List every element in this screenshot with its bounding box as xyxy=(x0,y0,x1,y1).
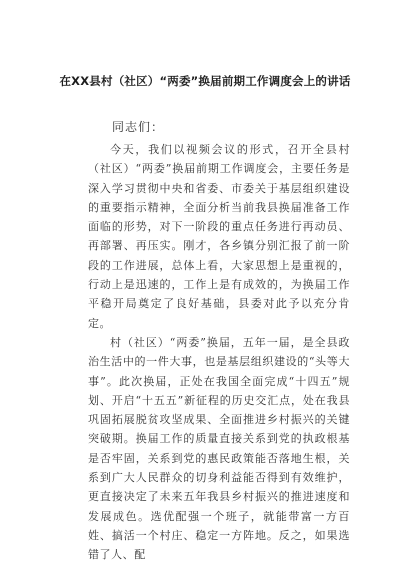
body-paragraph: 今天，我们以视频会议的形式，召开全县村（社区）“两委”换届前期工作调度会，主要任务是深入学习贯彻中央和省委、市委关于基层组织建设的重要指示精神，全面分析当前我县换届准备工作面临的形势，对下一阶段的重点任务进行再动员、再部署、再压实。刚才，各乡镇分别汇报了前一阶段的工作进展，总体上看，大家思想上是重视的，行动上是迅速的，工作上是有成效的，为换届工作平稳开局奠定了良好基础，县委对此予以充分肯定。 xyxy=(88,143,350,330)
document-title: 在XX县村（社区）“两委”换届前期工作调度会上的讲话 xyxy=(59,74,351,88)
salutation: 同志们： xyxy=(112,120,165,134)
body-paragraph: 村（社区）“两委”换届，五年一届，是全县政治生活中的一件大事，也是基层组织建设的“头等大事”。此次换届，正处在我国全面完成“十四五”规划、开启“十五五”新征程的历史交汇点，处在我县巩固拓展脱贫攻坚成果、全面推进乡村振兴的关键突破期。换届工作的质量直接关系到党的执政根基是否牢固，关系到党的惠民政策能否落地生根，关系到广大人民群众的切身利益能否得到有效维护，更直接决定了未来五年我县乡村振兴的推进速度和发展成色。选优配强一个班子，就能带富一方百姓、搞活一个村庄、稳定一方阵地。反之，如果选错了人、配 xyxy=(88,335,350,562)
document-body xyxy=(88,140,350,565)
